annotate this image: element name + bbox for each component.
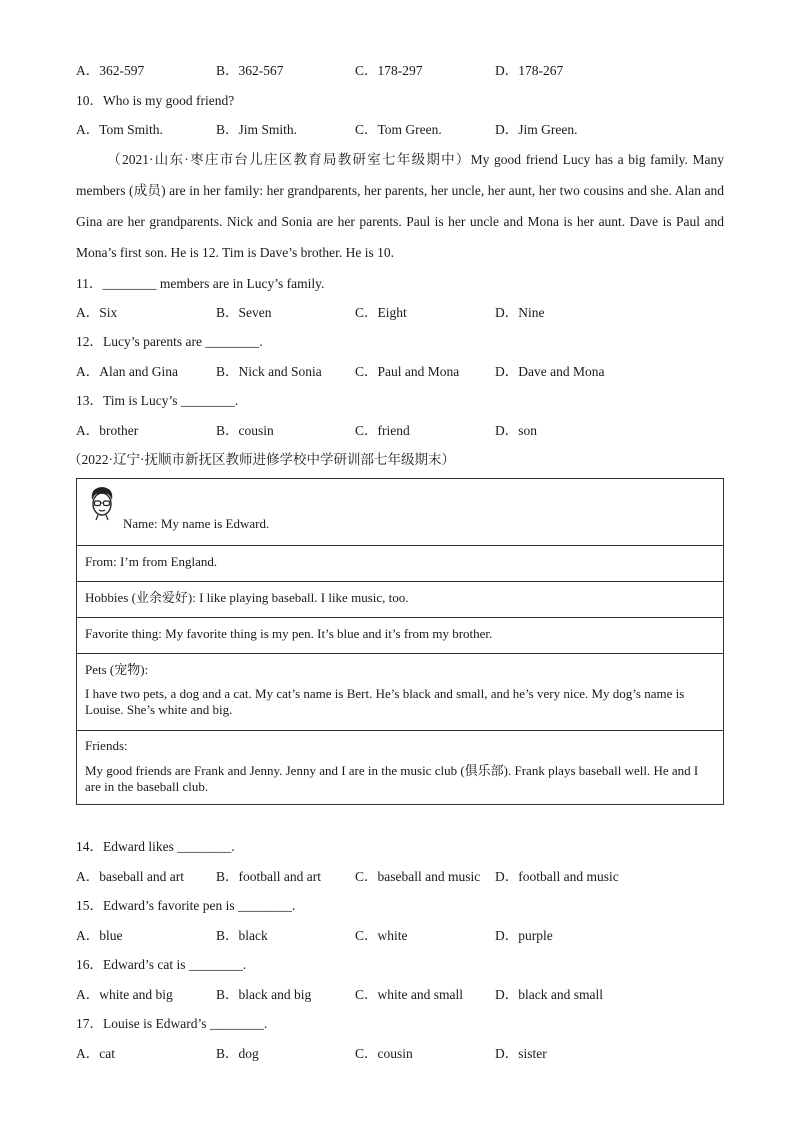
q10-option-a: A．Tom Smith. [76, 122, 163, 137]
q11-options [76, 304, 736, 322]
q12-question: 12．Lucy’s parents are ________. [76, 334, 263, 349]
profile-row-from [77, 545, 723, 581]
q13-option-a: A．brother [76, 423, 139, 438]
q11-option-c: C．Eight [355, 305, 407, 320]
q17-option-c: C．cousin [355, 1046, 413, 1061]
q15-option-b: B．black [216, 928, 268, 943]
q14-option-a: A．baseball and art [76, 869, 184, 884]
q10-question: 10．Who is my good friend? [76, 93, 235, 108]
q16-option-c: C．white and small [355, 987, 463, 1002]
profile-friends-title: Friends: [85, 738, 128, 753]
q14-option-c: C．baseball and music [355, 869, 481, 884]
q9-option-d: D．178-267 [495, 63, 564, 78]
profile-row-friends [77, 730, 723, 804]
q14-option-b: B．football and art [216, 869, 321, 884]
q13-option-c: C．friend [355, 423, 410, 438]
q11-option-b: B．Seven [216, 305, 272, 320]
q9-option-a: A．362-597 [76, 63, 145, 78]
q17-option-d: D．sister [495, 1046, 547, 1061]
q11-option-d: D．Nine [495, 305, 545, 320]
profile-row-name [77, 479, 723, 545]
profile-name: Name: My name is Edward. [123, 516, 270, 531]
q12-option-d: D．Dave and Mona [495, 364, 605, 379]
q9-options [76, 62, 736, 80]
q9-option-c: C．178-297 [355, 63, 423, 78]
q11-question: 11．________ members are in Lucy’s family. [76, 276, 325, 291]
q15-option-c: C．white [355, 928, 408, 943]
q10-option-c: C．Tom Green. [355, 122, 442, 137]
profile-hobbies: Hobbies (业余爱好): I like playing baseball. I like music, too. [85, 590, 409, 605]
q13-options [76, 422, 736, 440]
q16-question: 16．Edward’s cat is ________. [76, 957, 247, 972]
q16-option-d: D．black and small [495, 987, 603, 1002]
passage-lucy-family [76, 144, 724, 268]
q13-question: 13．Tim is Lucy’s ________. [76, 393, 239, 408]
q15-option-a: A．blue [76, 928, 123, 943]
q10-options [76, 121, 736, 139]
q10-option-d: D．Jim Green. [495, 122, 578, 137]
q10-option-b: B．Jim Smith. [216, 122, 298, 137]
boy-avatar-icon [87, 484, 117, 524]
passage-lucy-text: （2021·山东·枣庄市台儿庄区教育局教研室七年级期中）My good friend Lucy has a big family. Many members (成员) are in her family: her grandparents, her parents, her uncle, her aunt, her two cousins and she. Alan and Gina are her grandparents. Nick and Sonia are her parents. Paul is her uncle and Mona is her aunt. Dave is Paul and Mona’s first son. He is 12. Tim is Dave’s brother. He is 10. [76, 152, 724, 260]
q9-option-b: B．362-567 [216, 63, 284, 78]
q14-option-d: D．football and music [495, 869, 619, 884]
profile-row-hobbies [77, 581, 723, 617]
profile-favorite-thing: Favorite thing: My favorite thing is my pen. It’s blue and it’s from my brother. [85, 626, 493, 641]
q16-option-a: A．white and big [76, 987, 173, 1002]
q15-options [76, 927, 736, 945]
q17-option-b: B．dog [216, 1046, 259, 1061]
q13-option-b: B．cousin [216, 423, 274, 438]
passage-edward-source: （2022·辽宁·抚顺市新抚区教师进修学校中学研训部七年级期末） [68, 452, 455, 467]
q17-question: 17．Louise is Edward’s ________. [76, 1016, 268, 1031]
profile-row-pets [77, 653, 723, 730]
q15-option-d: D．purple [495, 928, 553, 943]
profile-from: From: I’m from England. [85, 554, 218, 569]
q14-question: 14．Edward likes ________. [76, 839, 235, 854]
q16-option-b: B．black and big [216, 987, 312, 1002]
profile-row-favorite [77, 617, 723, 653]
q12-option-b: B．Nick and Sonia [216, 364, 322, 379]
q17-options [76, 1045, 736, 1063]
profile-pets-title: Pets (宠物): [85, 662, 149, 677]
q11-option-a: A．Six [76, 305, 118, 320]
q12-option-a: A．Alan and Gina [76, 364, 178, 379]
profile-pets-text: I have two pets, a dog and a cat. My cat’s name is Bert. He’s black and small, and he’s very nice. My dog’s name is Louise. She’s white and big. [85, 686, 685, 717]
q13-option-d: D．son [495, 423, 538, 438]
q16-options [76, 986, 736, 1004]
profile-friends-text: My good friends are Frank and Jenny. Jenny and I are in the music club (俱乐部). Frank plays baseball well. He and I are in the baseball club. [85, 763, 699, 794]
edward-profile-table [76, 478, 724, 805]
q14-options [76, 868, 736, 886]
q17-option-a: A．cat [76, 1046, 115, 1061]
q12-options [76, 363, 736, 381]
q15-question: 15．Edward’s favorite pen is ________. [76, 898, 296, 913]
q12-option-c: C．Paul and Mona [355, 364, 460, 379]
